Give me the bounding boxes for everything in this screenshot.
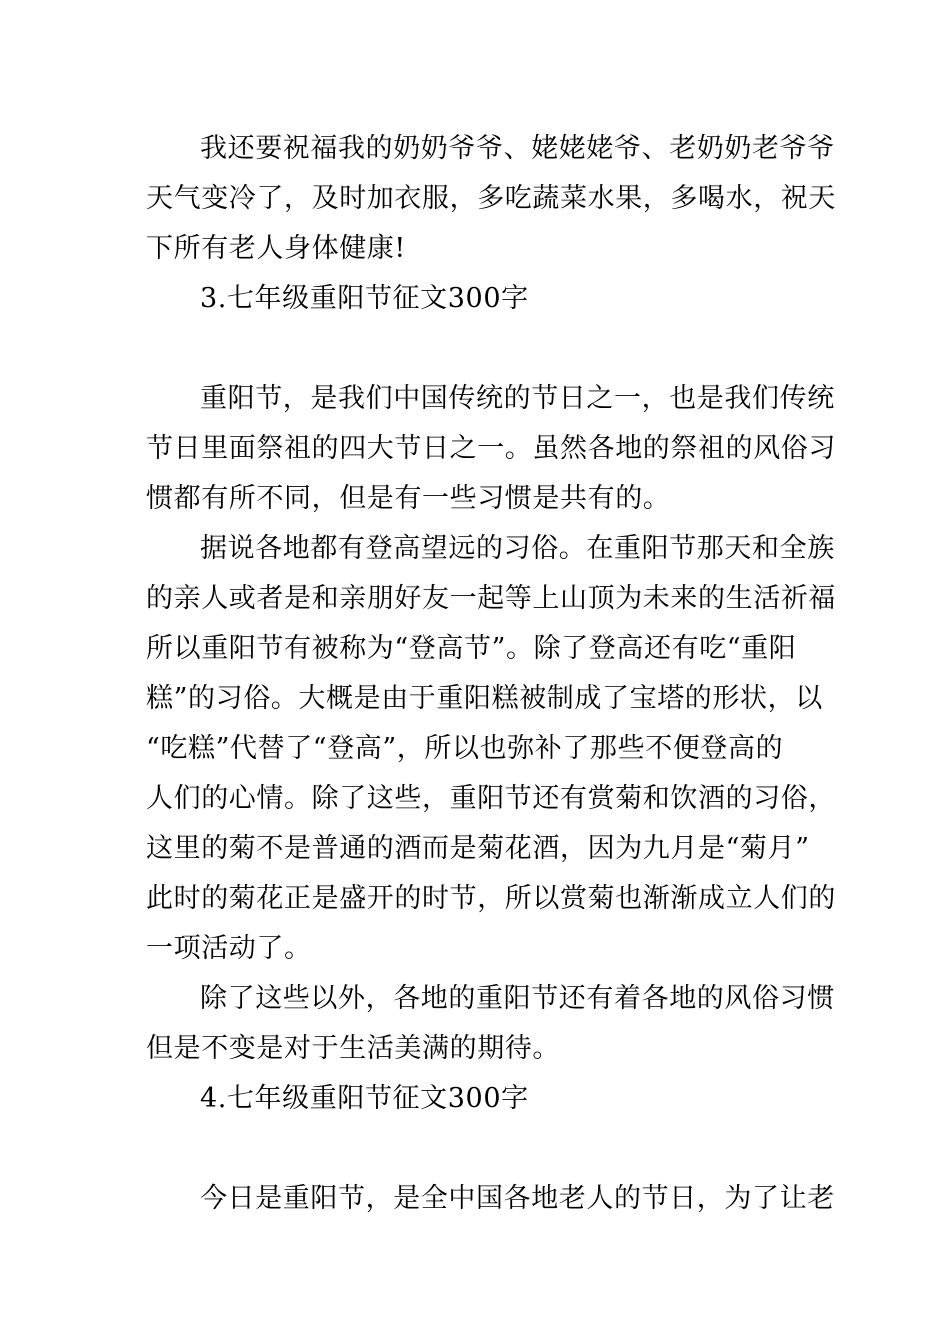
- text-line: 据说各地都有登高望远的习俗。在重阳节那天和全族: [200, 533, 835, 564]
- text-line: 一项活动了。: [146, 933, 312, 964]
- text-line: 天气变冷了，及时加衣服，多吃蔬菜水果，多喝水，祝天: [146, 183, 836, 214]
- text-line: 除了这些以外，各地的重阳节还有着各地的风俗习惯: [200, 983, 835, 1014]
- text-line: 下所有老人身体健康!: [146, 233, 406, 264]
- text-line: “吃糕”代替了“登高”，所以也弥补了那些不便登高的: [146, 733, 784, 764]
- section-heading: 3.七年级重阳节征文300字: [200, 283, 529, 314]
- text-line: 重阳节，是我们中国传统的节日之一，也是我们传统: [200, 383, 835, 414]
- text-line: 的亲人或者是和亲朋好友一起等上山顶为未来的生活祈福: [146, 583, 836, 614]
- text-line: 惯都有所不同，但是有一些习惯是共有的。: [146, 483, 671, 514]
- text-line: 今日是重阳节，是全中国各地老人的节日，为了让老: [200, 1183, 835, 1214]
- text-line: 所以重阳节有被称为“登高节”。除了登高还有吃“重阳: [146, 633, 797, 664]
- text-line: 节日里面祭祖的四大节日之一。虽然各地的祭祖的风俗习: [146, 433, 836, 464]
- text-line: 人们的心情。除了这些，重阳节还有赏菊和饮酒的习俗，: [146, 783, 836, 814]
- text-line: 糕”的习俗。大概是由于重阳糕被制成了宝塔的形状，以: [146, 683, 823, 714]
- text-line: 这里的菊不是普通的酒而是菊花酒，因为九月是“菊月”: [146, 833, 810, 864]
- section-heading: 4.七年级重阳节征文300字: [200, 1083, 529, 1114]
- text-line: 我还要祝福我的奶奶爷爷、姥姥姥爷、老奶奶老爷爷: [200, 133, 835, 164]
- text-line: 但是不变是对于生活美满的期待。: [146, 1033, 560, 1064]
- text-line: 此时的菊花正是盛开的时节，所以赏菊也渐渐成立人们的: [146, 883, 836, 914]
